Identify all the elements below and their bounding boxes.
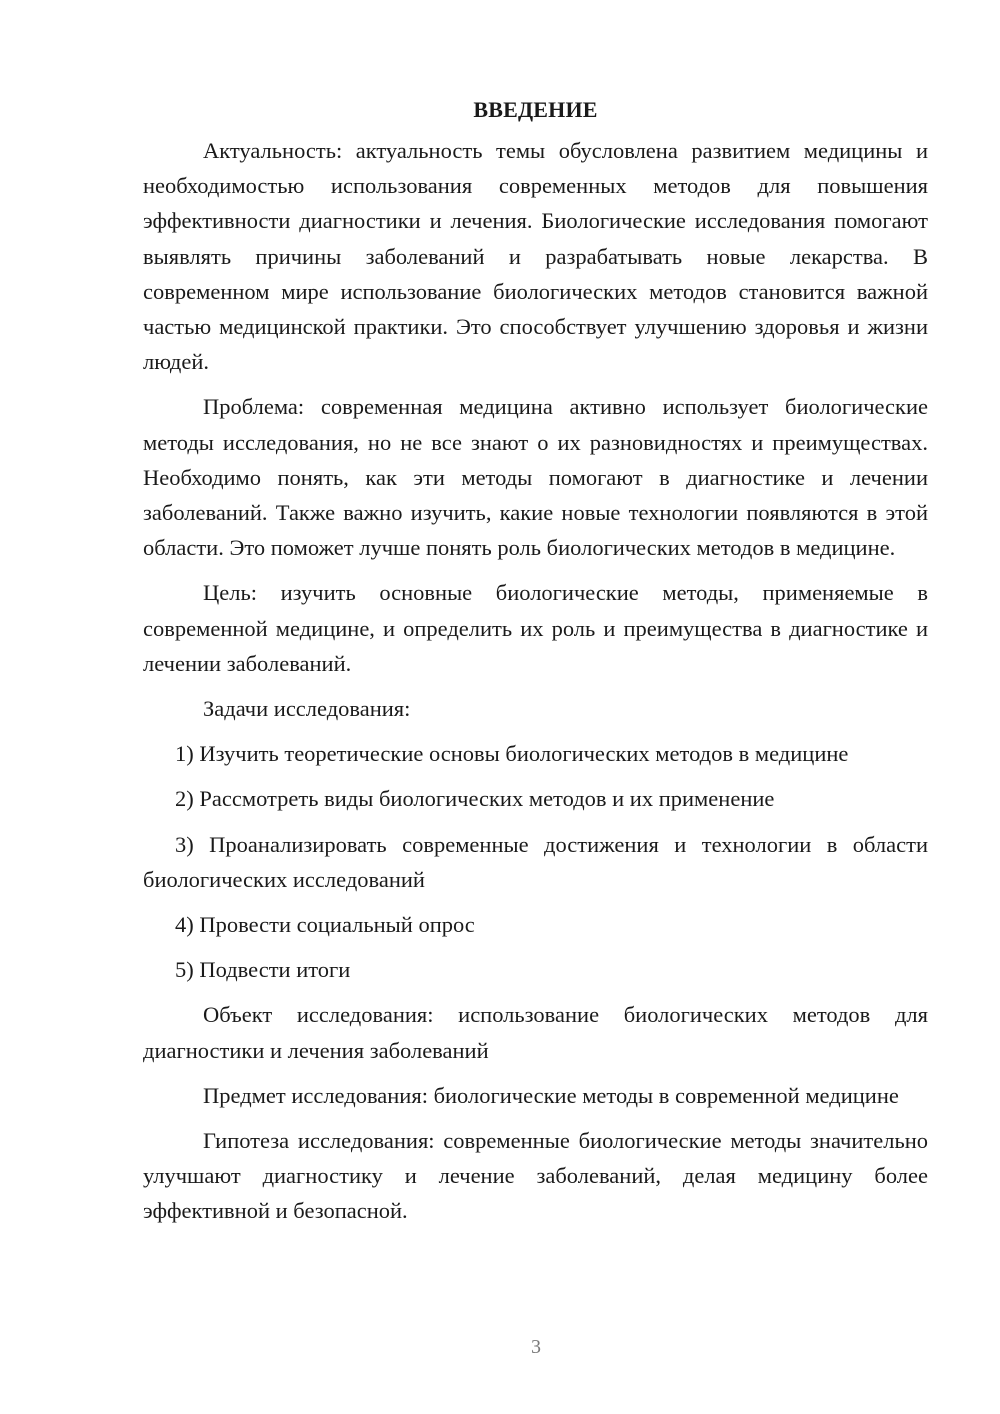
paragraph-problem: Проблема: современная медицина активно использует биологические методы исследования, но не все знают о их разновидностях и преимуществах. Необходимо понять, как эти методы помогают в диагностике и лечении заболеваний. Также важно изучить, какие новые технологии появляются в этой области. Это поможет лучше понять роль биологических методов в медицине.	[143, 394, 928, 561]
paragraph-relevance: Актуальность: актуальность темы обусловлена развитием медицины и необходимостью использования современных методов для повышения эффективности диагностики и лечения. Биологические исследования помогают выявлять причины заболеваний и разрабатывать новые лекарства. В современном мире использование биологических методов становится важной частью медицинской практики. Это способствует улучшению здоровья и жизни людей.	[143, 138, 928, 375]
task-item: 5) Подвести итоги	[175, 957, 351, 983]
paragraph-subject: Предмет исследования: биологические методы в современной медицине	[203, 1082, 899, 1108]
paragraph-goal: Цель: изучить основные биологические методы, применяемые в современной медицине, и определить их роль и преимущества в диагностике и лечении заболеваний.	[143, 580, 928, 676]
section-title: ВВЕДЕНИЕ	[473, 97, 598, 122]
page-number: 3	[531, 1336, 541, 1358]
task-item: 1) Изучить теоретические основы биологических методов в медицине	[175, 741, 849, 767]
task-item: 3) Проанализировать современные достижения и технологии в области биологических исследований	[143, 831, 928, 892]
paragraph-object: Объект исследования: использование биологических методов для диагностики и лечения заболеваний	[143, 1002, 928, 1063]
tasks-heading: Задачи исследования:	[203, 696, 411, 722]
document-body	[143, 92, 928, 1229]
task-item: 2) Рассмотреть виды биологических методов и их применение	[175, 786, 775, 812]
task-item: 4) Провести социальный опрос	[175, 912, 475, 938]
paragraph-hypothesis: Гипотеза исследования: современные биологические методы значительно улучшают диагностику и лечение заболеваний, делая медицину более эффективной и безопасной.	[143, 1128, 928, 1224]
